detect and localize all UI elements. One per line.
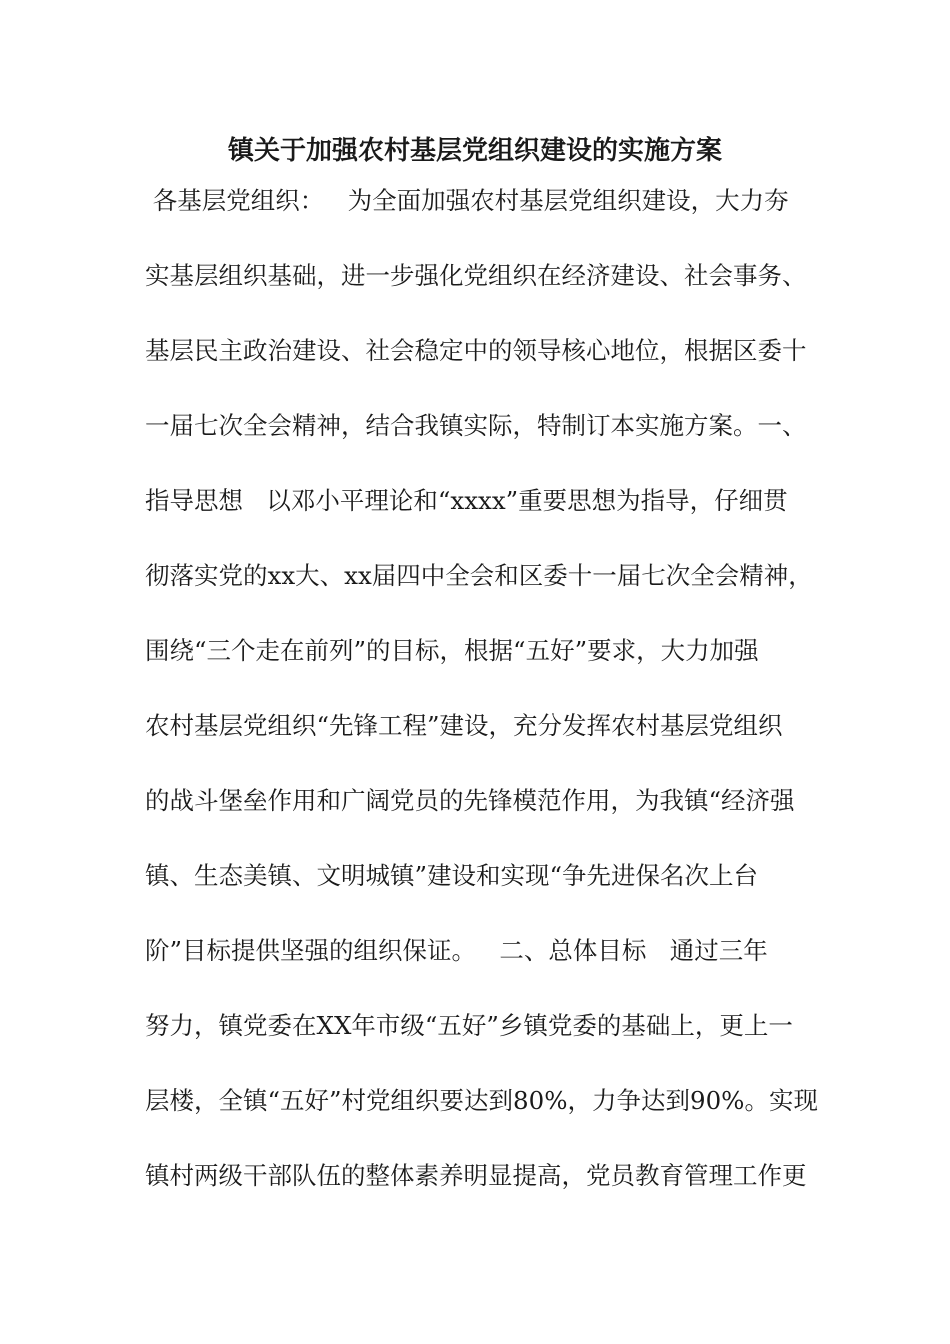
body-line-7: 围绕“三个走在前列”的目标，根据“五好”要求，大力加强 xyxy=(145,636,759,665)
body-line-9: 的战斗堡垒作用和广阔党员的先锋模范作用，为我镇“经济强 xyxy=(145,786,795,815)
body-line-6: 彻落实党的xx大、xx届四中全会和区委十一届七次全会精神， xyxy=(145,561,813,590)
document-body xyxy=(145,181,818,1231)
body-line-2: 实基层组织基础，进一步强化党组织在经济建设、社会事务、 xyxy=(145,261,807,290)
document-title: 镇关于加强农村基层党组织建设的实施方案 xyxy=(227,136,722,166)
body-line-13: 层楼，全镇“五好”村党组织要达到80%，力争达到90%。实现 xyxy=(145,1086,818,1115)
body-line-8: 农村基层党组织“先锋工程”建设，充分发挥农村基层党组织 xyxy=(145,711,783,740)
body-line-10: 镇、生态美镇、文明城镇”建设和实现“争先进保名次上台 xyxy=(145,861,759,890)
body-line-12: 努力，镇党委在XX年市级“五好”乡镇党委的基础上，更上一 xyxy=(145,1011,793,1040)
body-line-11: 阶”目标提供坚强的组织保证。 二、总体目标 通过三年 xyxy=(145,936,768,965)
body-line-14: 镇村两级干部队伍的整体素养明显提高，党员教育管理工作更 xyxy=(145,1161,807,1190)
body-line-3: 基层民主政治建设、社会稳定中的领导核心地位，根据区委十 xyxy=(145,336,807,365)
body-line-5: 指导思想 以邓小平理论和“xxxx”重要思想为指导，仔细贯 xyxy=(145,486,788,515)
body-line-1: 各基层党组织： 为全面加强农村基层党组织建设，大力夯 xyxy=(145,186,789,215)
body-line-4: 一届七次全会精神，结合我镇实际，特制订本实施方案。一、 xyxy=(145,411,807,440)
